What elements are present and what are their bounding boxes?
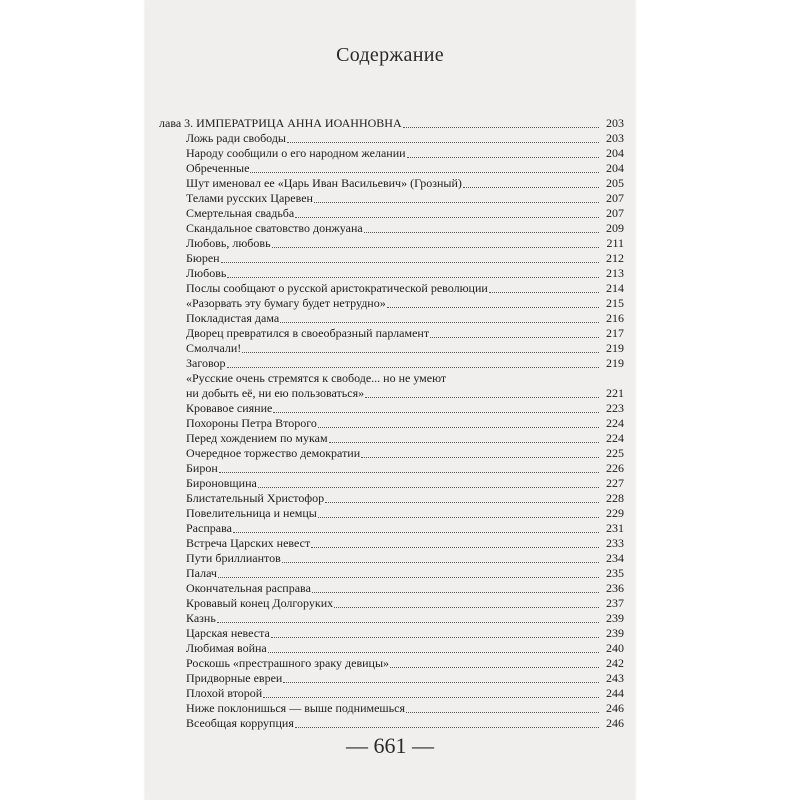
toc-entry-row [159,461,624,476]
toc-entry-title: Ниже поклонишься — выше поднимешься [186,701,405,715]
leader-dots [329,442,599,443]
toc-entry-page: 204 [606,146,624,160]
toc-entry-title: Смертельная свадьба [186,206,295,220]
toc-entry-row [159,146,624,161]
toc-entry-row [159,161,624,176]
table-of-contents [159,116,624,731]
page-number: — 661 — [346,733,434,758]
toc-entry-page: 242 [606,656,624,670]
toc-entry-title: Шут именовал ее «Царь Иван Васильевич» (Грозный) [186,176,462,190]
toc-entry-row [159,296,624,311]
toc-entry-row [159,176,624,191]
leader-dots [463,187,599,188]
toc-entry-row [159,521,624,536]
toc-entry-title: Телами русских Царевен [186,191,313,205]
toc-entry-title: Палач [186,566,217,580]
toc-entry-page: 209 [606,221,624,235]
toc-entry-page: 215 [606,296,624,310]
toc-entry-page: 204 [606,161,624,175]
toc-entry-page: 219 [606,341,624,355]
toc-entry-page: 224 [606,431,624,445]
leader-dots [218,577,599,578]
toc-entry-row [159,476,624,491]
toc-entry-title: Обреченные [186,161,250,175]
toc-entry-row [159,506,624,521]
toc-entry-page: 211 [606,236,624,250]
toc-entry-page: 237 [606,596,624,610]
toc-entry-page: 235 [606,566,624,580]
leader-dots [282,562,599,563]
leader-dots [403,127,599,128]
toc-entry-title: Скандальное сватовство донжуана [186,221,363,235]
leader-dots [268,652,599,653]
toc-entry-row [159,236,624,251]
leader-dots [250,172,599,173]
toc-entry-page: 239 [606,626,624,640]
toc-entry-page: 239 [606,611,624,625]
toc-entry-row [159,491,624,506]
toc-entry-title: Кровавое сияние [186,401,273,415]
toc-entry-page: 214 [606,281,624,295]
toc-entries [159,131,624,731]
toc-entry-row [159,656,624,671]
toc-entry-title: Бюрен [186,251,220,265]
toc-entry-page: 223 [606,401,624,415]
toc-entry-page: 225 [606,446,624,460]
toc-entry-page: 236 [606,581,624,595]
leader-dots [365,397,599,398]
toc-entry-title: Роскошь «престрашного зраку девицы» [186,656,390,670]
toc-entry-title: Ложь ради свободы [186,131,286,145]
leader-dots [283,682,599,683]
leader-dots [271,637,599,638]
toc-entry-page: 207 [606,191,624,205]
leader-dots [387,307,599,308]
toc-entry-title: Дворец превратился в своеобразный парламент [186,326,430,340]
leader-dots [312,592,599,593]
chapter-page: 203 [606,116,624,130]
leader-dots [314,202,599,203]
toc-entry-title: Расправа [186,521,232,535]
toc-entry-page: 226 [606,461,624,475]
leader-dots [295,727,599,728]
toc-entry-page: 244 [606,686,624,700]
toc-entry-row [159,326,624,341]
toc-entry-page: 216 [606,311,624,325]
leader-dots [318,517,599,518]
toc-entry-row [159,596,624,611]
toc-entry-title: Любимая война [186,641,267,655]
toc-entry-row [159,611,624,626]
leader-dots [390,667,599,668]
leader-dots [287,142,599,143]
leader-dots [219,472,599,473]
toc-entry-row [159,251,624,266]
toc-entry-page: 240 [606,641,624,655]
toc-entry-title: Любовь [186,266,227,280]
toc-entry-page: 227 [606,476,624,490]
toc-entry-page: 233 [606,536,624,550]
toc-entry-row [159,281,624,296]
toc-entry-row [159,566,624,581]
leader-dots [242,352,599,353]
toc-entry-title: Смолчали! [186,341,242,355]
leader-dots [217,622,599,623]
toc-entry-title: Заговор [186,356,226,370]
toc-entry-page: 213 [606,266,624,280]
toc-entry-title: Бироновщина [186,476,257,490]
toc-entry-title: Казнь [186,611,216,625]
toc-entry-title: Похороны Петра Второго [186,416,317,430]
toc-entry-row [159,401,624,416]
toc-entry-page: 217 [606,326,624,340]
toc-entry-title: Плохой второй [186,686,263,700]
toc-entry-row [159,641,624,656]
toc-entry-row [159,386,624,401]
leader-dots [227,277,599,278]
toc-entry-title: Окончательная расправа [186,581,311,595]
toc-entry-page: 212 [606,251,624,265]
leader-dots [407,157,599,158]
toc-entry-row [159,356,624,371]
toc-entry-page: 231 [606,521,624,535]
toc-entry-page: 228 [606,491,624,505]
toc-entry-page: 203 [606,131,624,145]
toc-entry-title: Повелительница и немцы [186,506,317,520]
toc-entry-title: Пути бриллиантов [186,551,281,565]
toc-entry-row [159,221,624,236]
toc-entry-title: ни добыть её, ни ею пользоваться» [186,386,365,400]
toc-entry-title: Придворные евреи [186,671,283,685]
toc-entry-title: Послы сообщают о русской аристократической революции [186,281,488,295]
toc-entry-row [159,206,624,221]
toc-entry-page: 221 [606,386,624,400]
toc-entry-title: Царская невеста [186,626,270,640]
toc-entry-page: 205 [606,176,624,190]
toc-entry-row [159,626,624,641]
leader-dots [227,367,599,368]
toc-entry-row [159,431,624,446]
leader-dots [318,427,599,428]
leader-dots [334,607,599,608]
leader-dots [258,487,599,488]
toc-entry-row [159,536,624,551]
toc-entry-title: Бирон [186,461,218,475]
toc-entry-row [159,716,624,731]
toc-entry-page: 207 [606,206,624,220]
toc-chapter-row [159,116,624,131]
toc-entry-page: 229 [606,506,624,520]
toc-entry-title: Покладистая дама [186,311,280,325]
leader-dots [263,697,599,698]
toc-entry-page: 243 [606,671,624,685]
toc-entry-title: Очередное торжество демократии [186,446,361,460]
toc-entry-title: Встреча Царских невест [186,536,311,550]
toc-entry-title: Перед хождением по мукам [186,431,328,445]
toc-entry-title: Народу сообщили о его народном желании [186,146,406,160]
page-title: Содержание [336,44,444,66]
leader-dots [280,322,599,323]
toc-entry-title: Блистательный Христофор [186,491,325,505]
leader-dots [489,292,599,293]
leader-dots [406,712,599,713]
toc-entry-row [159,131,624,146]
toc-entry-page: 219 [606,356,624,370]
toc-entry-row [159,551,624,566]
toc-entry-row [159,446,624,461]
toc-entry-title: Кровавый конец Долгоруких [186,596,334,610]
leader-dots [311,547,599,548]
toc-entry-row [159,671,624,686]
toc-entry-row [159,701,624,716]
leader-dots [295,217,599,218]
toc-entry-page: 246 [606,716,624,730]
leader-dots [221,262,599,263]
toc-entry-title: «Разорвать эту бумагу будет нетрудно» [186,296,386,310]
toc-entry-page: 224 [606,416,624,430]
toc-entry-page: 234 [606,551,624,565]
book-page [145,0,635,800]
leader-dots [233,532,599,533]
toc-entry-row [159,266,624,281]
toc-entry-row [159,416,624,431]
leader-dots [364,232,599,233]
toc-entry-page: 246 [606,701,624,715]
toc-entry-row [159,311,624,326]
chapter-title: лава 3. ИМПЕРАТРИЦА АННА ИОАННОВНА [159,116,402,130]
toc-entry-title: Любовь, любовь [186,236,271,250]
toc-entry-row [159,686,624,701]
toc-entry-title: Всеобщая коррупция [186,716,294,730]
toc-entry-row [159,581,624,596]
leader-dots [430,337,599,338]
leader-dots [325,502,599,503]
toc-entry-row [159,341,624,356]
leader-dots [273,412,599,413]
toc-entry-line: «Русские очень стремятся к свободе... но не умеют [186,371,447,385]
leader-dots [361,457,599,458]
leader-dots [272,247,599,248]
toc-entry-row [159,191,624,206]
